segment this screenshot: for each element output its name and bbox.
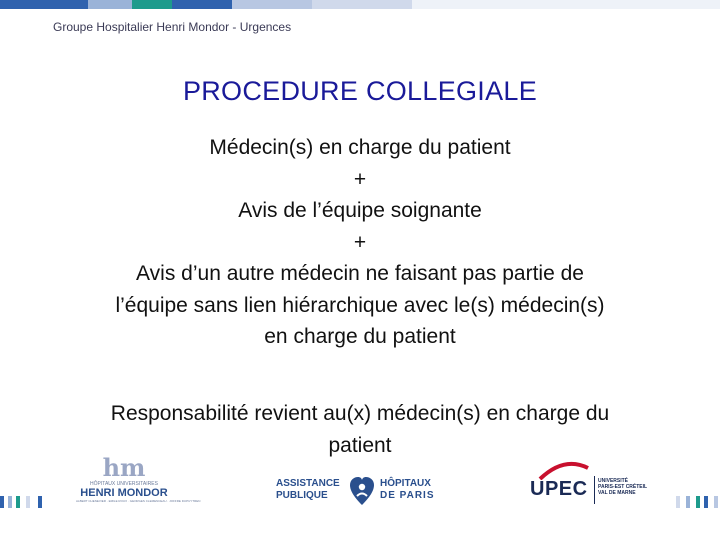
body-line-doctors: Médecin(s) en charge du patient (209, 136, 511, 159)
hm-name: HENRI MONDOR (80, 487, 168, 499)
upec-side-line3: VAL DE MARNE (598, 490, 636, 496)
body-line-other-doctor: l’équipe sans lien hiérarchique avec le(s) médecin(s) (115, 293, 605, 317)
responsibility-text (0, 398, 720, 461)
procedure-body (0, 132, 720, 353)
aphp-left-line1: ASSISTANCE (276, 478, 340, 489)
body-line-team: Avis de l’équipe soignante (238, 199, 482, 222)
aphp-left-line2: PUBLIQUE (276, 490, 328, 501)
upec-side-line2: PARIS-EST CRÉTEIL (598, 484, 648, 490)
body-line-other-doctor: Avis d’un autre médecin ne faisant pas partie de (136, 262, 584, 285)
upec-side-line1: UNIVERSITÉ (598, 478, 629, 484)
header-bar (0, 0, 88, 9)
aphp-right-line1: HÔPITAUX (380, 478, 431, 489)
plus-sign: + (353, 230, 367, 254)
upec-arc-icon (538, 460, 590, 480)
upec-logo (530, 460, 648, 510)
slide-title: PROCEDURE COLLEGIALE (182, 76, 538, 106)
header-bar (88, 0, 132, 9)
right-stripe-decoration (672, 496, 720, 508)
header-bar (412, 0, 720, 9)
responsibility-line: Responsabilité revient au(x) médecin(s) en charge du (110, 402, 610, 425)
henri-mondor-logo (76, 453, 201, 512)
aphp-logo (276, 474, 446, 510)
header-bar (312, 0, 412, 9)
hm-subtitle: ALBERT CHENEVIER · EMILE ROUX · GEORGES CLEMENCEAU · JOFFRE DUPUYTREN (76, 499, 201, 503)
aphp-heart-icon (349, 476, 375, 506)
header-color-bars (0, 0, 720, 10)
header-bar (132, 0, 172, 9)
aphp-right-line2: DE PARIS (380, 490, 435, 501)
hm-top-caption: HÔPITAUX UNIVERSITAIRES (90, 481, 158, 487)
plus-sign: + (353, 167, 367, 191)
responsibility-line: patient (328, 433, 392, 457)
hm-monogram: hm (102, 453, 146, 482)
left-stripe-decoration (0, 496, 48, 508)
header-bar (232, 0, 312, 9)
header-text: Groupe Hospitalier Henri Mondor - Urgences (53, 20, 292, 34)
body-line-other-doctor: en charge du patient (264, 325, 456, 348)
header-bar (172, 0, 232, 9)
upec-name: UPEC (530, 478, 588, 500)
